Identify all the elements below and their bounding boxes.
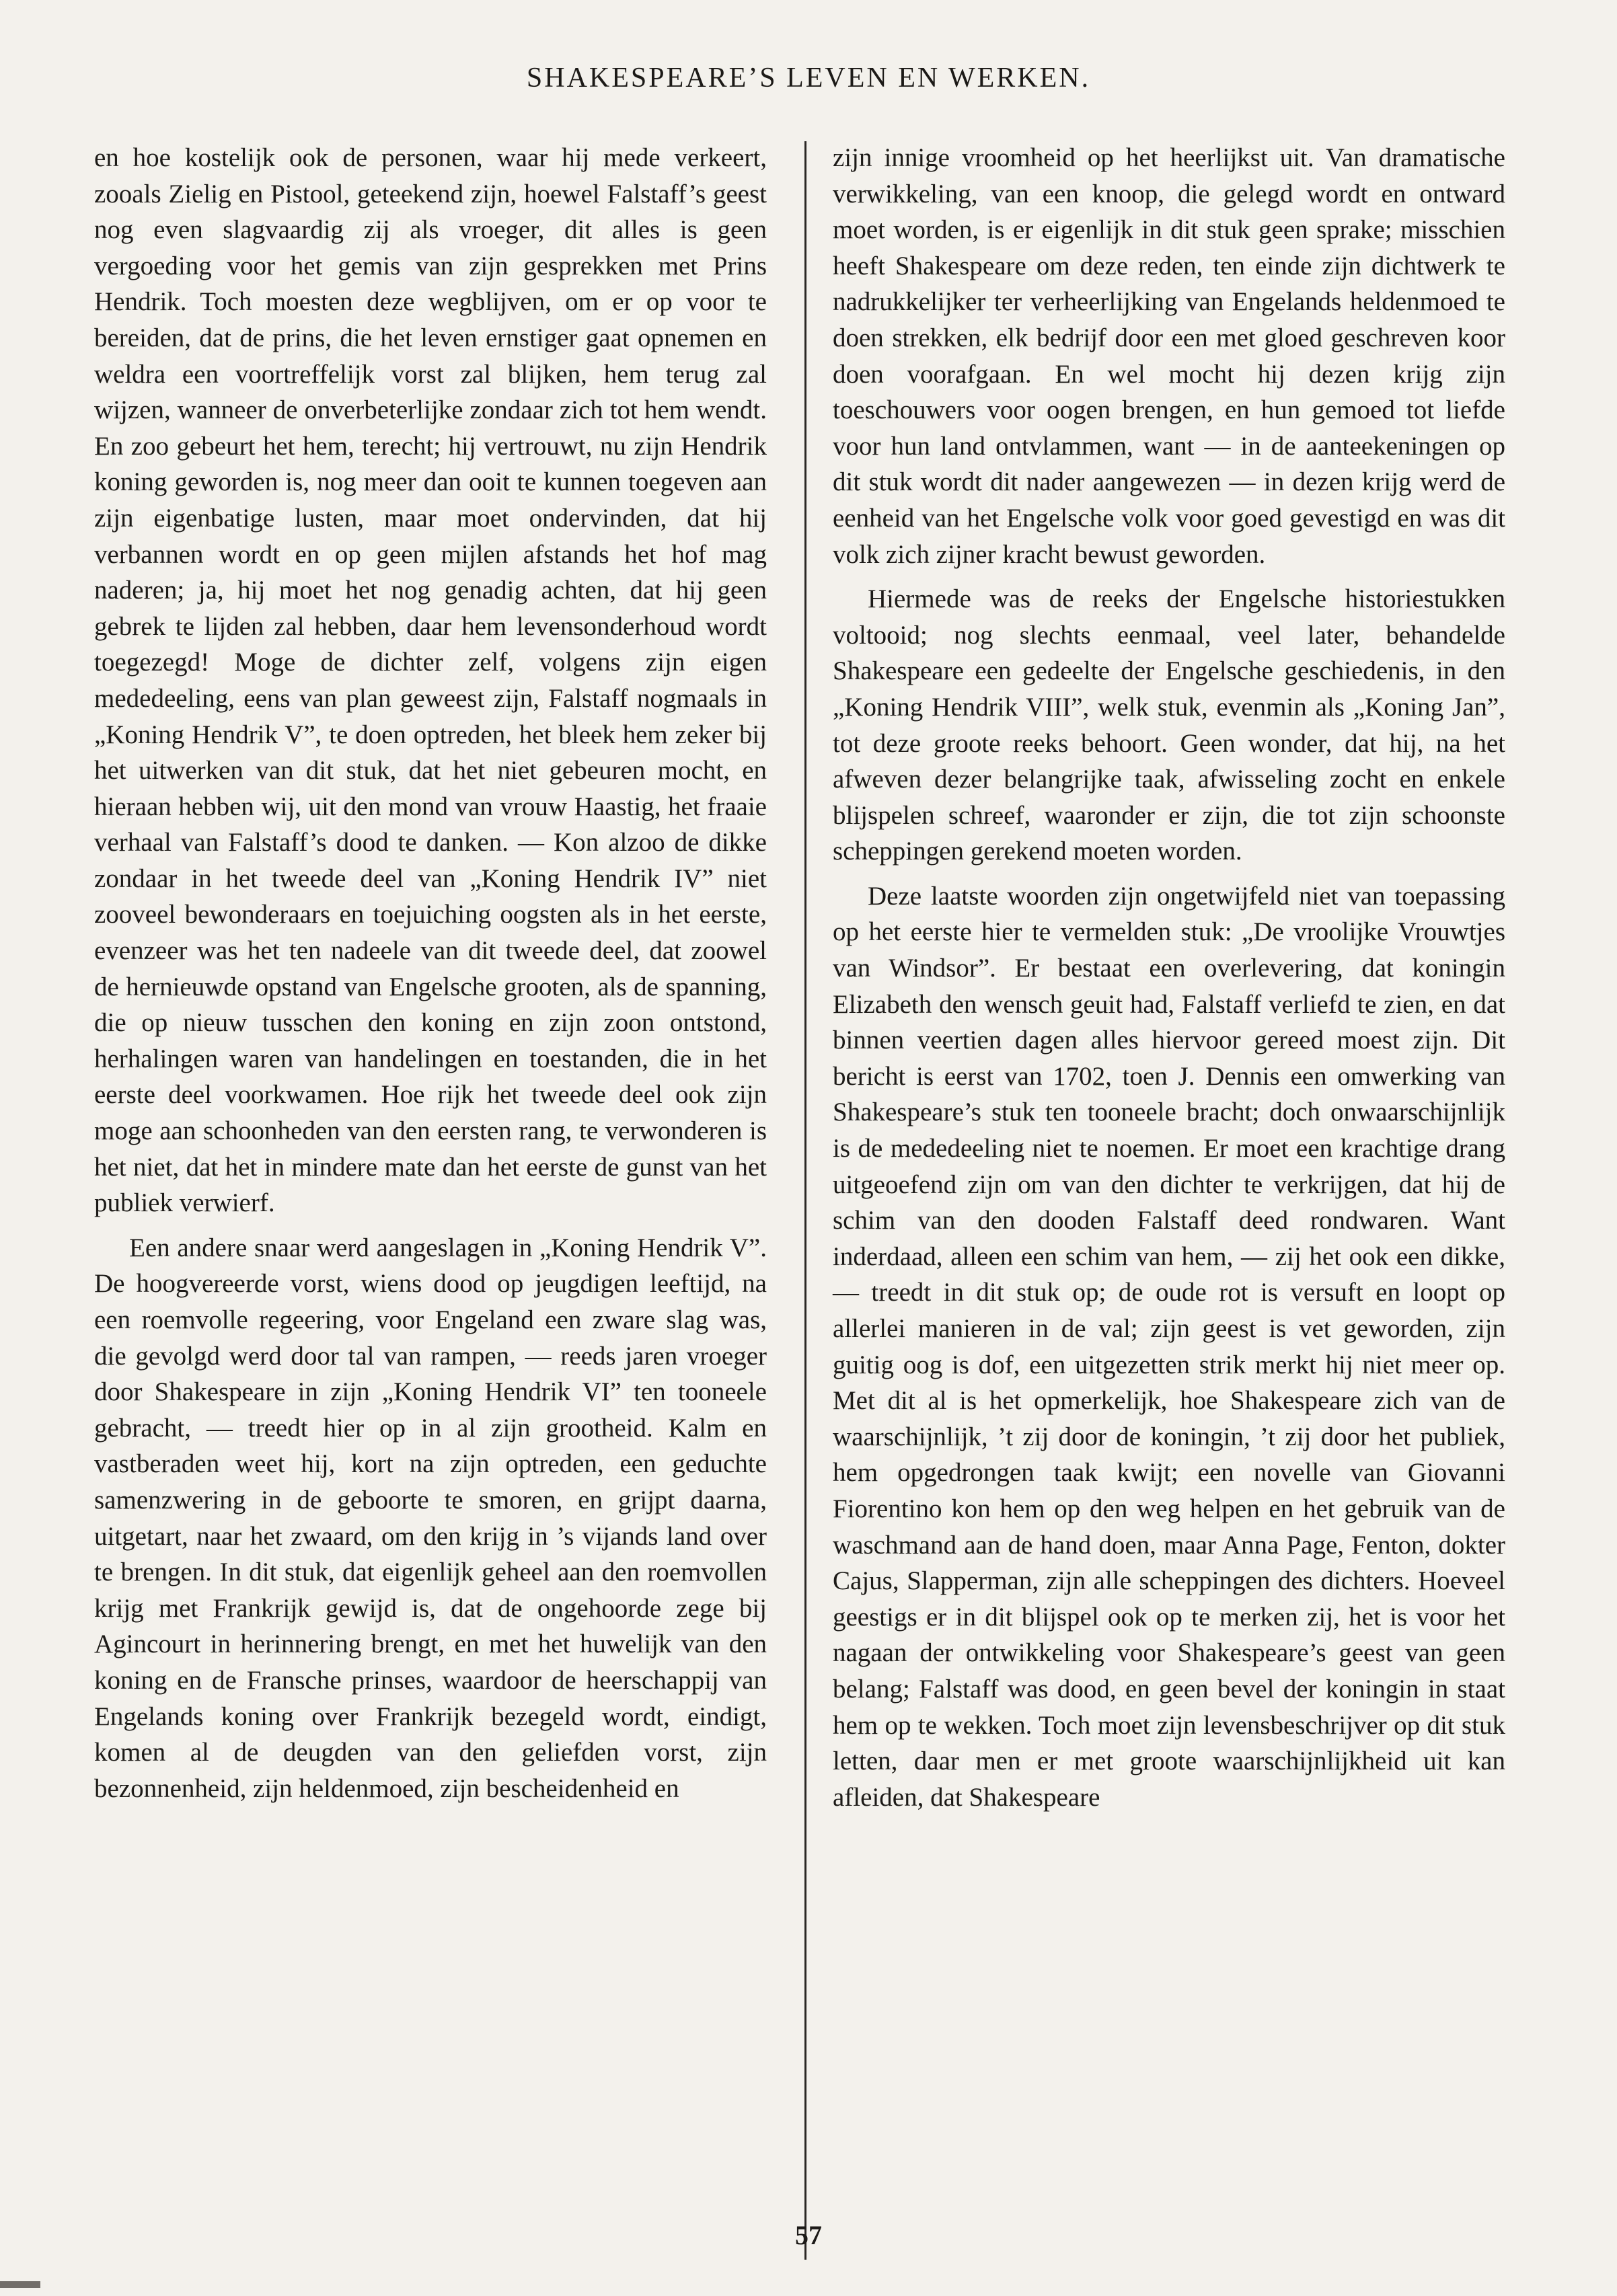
scan-smudge [0,2281,40,2288]
right-column [833,140,1505,1815]
left-paragraph-2: Een andere snaar werd aangeslagen in „Koning Hendrik V”. De hoogvereerde vorst, wiens dood op jeugdigen leeftijd, na een roemvolle regeering, voor Engeland een zware slag was, die gevolgd werd door tal van rampen, — reeds jaren vroeger door Shakespeare in zijn „Koning Hendrik VI” ten tooneele gebracht, — treedt hier op in al zijn grootheid. Kalm en vastberaden weet hij, kort na zijn optreden, een geduchte samenzwering in de geboorte te smoren, en grijpt daarna, uitgetart, naar het zwaard, om den krijg in ’s vijands land over te brengen. In dit stuk, dat eigenlijk geheel aan den roemvollen krijg met Frankrijk gewijd is, dat de ongehoorde zege bij Agincourt in herinnering brengt, en met het huwelijk van den koning en de Fransche prinses, waardoor de heerschappij van Engelands koning over Frankrijk bezegeld wordt, eindigt, komen al de deugden van den geliefden vorst, zijn bezonnenheid, zijn heldenmoed, zijn bescheidenheid en [94,1233,767,1803]
running-header: SHAKESPEARE’S LEVEN EN WERKEN. [526,63,1091,93]
left-paragraph-1: en hoe kostelijk ook de personen, waar hij mede verkeert, zooals Zielig en Pistool, geteekend zijn, hoewel Falstaff’s geest nog even slagvaardig zij als vroeger, dit alles is geen vergoeding voor het gemis van zijn gesprekken met Prins Hendrik. Toch moesten deze wegblijven, om er op voor te bereiden, dat de prins, die het leven ernstiger gaat opnemen en weldra een voortreffelijk vorst zal blijken, hem terug zal wijzen, wanneer de onverbeterlijke zondaar zich tot hem wendt. En zoo gebeurt het hem, terecht; hij vertrouwt, nu zijn Hendrik koning geworden is, nog meer dan ooit te kunnen toegeven aan zijn eigenbatige lusten, maar moet ondervinden, dat hij verbannen wordt en op geen mijlen afstands het hof mag naderen; ja, hij moet het nog genadig achten, dat hij geen gebrek te lijden zal hebben, daar hem levensonderhoud wordt toegezegd! Moge de dichter zelf, volgens zijn eigen mededeeling, eens van plan geweest zijn, Falstaff nogmaals in „Koning Hendrik V”, te doen optreden, het bleek hem zeker bij het uitwerken van dit stuk, dat het niet gebeuren mocht, en hieraan hebben wij, uit den mond van vrouw Haastig, het fraaie verhaal van Falstaff’s dood te danken. — Kon alzoo de dikke zondaar in het tweede deel van „Koning Hendrik IV” niet zooveel bewonderaars en toejuiching oogsten als in het eerste, evenzeer was het ten nadeele van dit tweede deel, dat zoowel de hernieuwde opstand van Engelsche grooten, als de spanning, die op nieuw tusschen den koning en zijn zoon ontstond, herhalingen waren van handelingen en toestanden, die in het eerste deel voorkwamen. Hoe rijk het tweede deel ook zijn moge aan schoonheden van den eersten rang, te verwonderen is het niet, dat het in mindere mate dan het eerste de gunst van het publiek verwierf. [94,143,767,1218]
column-divider [804,141,806,2260]
right-paragraph-2: Hiermede was de reeks der Engelsche historiestukken voltooid; nog slechts eenmaal, veel later, behandelde Shakespeare een gedeelte der Engelsche geschiedenis, in den „Koning Hendrik VIII”, welk stuk, evenmin als „Koning Jan”, tot deze groote reeks behoort. Geen wonder, dat hij, na het afweven dezer belangrijke taak, afwisseling zocht en enkele blijspelen schreef, waaronder er zijn, die tot zijn schoonste scheppingen gerekend moeten worden. [833,584,1505,866]
page-number: 57 [795,2220,822,2250]
right-paragraph-3: Deze laatste woorden zijn ongetwijfeld niet van toepassing op het eerste hier te vermelden stuk: „De vroolijke Vrouwtjes van Windsor”. Er bestaat een overlevering, dat koningin Elizabeth den wensch geuit had, Falstaff verliefd te zien, en dat binnen veertien dagen alles hiervoor gereed moest zijn. Dit bericht is eerst van 1702, toen J. Dennis een omwerking van Shakespeare’s stuk ten tooneele bracht; doch onwaarschijnlijk is de mededeeling niet te noemen. Er moet een krachtige drang uitgeoefend zijn om van den dichter te verkrijgen, dat hij de schim van den dooden Falstaff deed rondwaren. Want inderdaad, alleen een schim van hem, — zij het ook een dikke, — treedt in dit stuk op; de oude rot is versuft en loopt op allerlei manieren in de val; zijn geest is vet geworden, zijn guitig oog is dof, een uitgezetten strik merkt hij niet meer op. Met dit al is het opmerkelijk, hoe Shakespeare zich van de waarschijnlijk, ’t zij door de koningin, ’t zij door het publiek, hem opgedrongen taak kwijt; een novelle van Giovanni Fiorentino kon hem op den weg helpen en het gebruik van de waschmand aan de hand doen, maar Anna Page, Fenton, dokter Cajus, Slapperman, zijn alle scheppingen des dichters. Hoeveel geestigs er in dit blijspel ook op te merken zij, het is voor het nagaan der ontwikkeling voor Shakespeare’s geest van geen belang; Falstaff was dood, en geen bevel der koningin in staat hem op te wekken. Toch moet zijn levensbeschrijver op dit stuk letten, daar men er met groote waarschijnlijkheid uit kan afleiden, dat Shakespeare [833,881,1505,1812]
right-paragraph-1: zijn innige vroomheid op het heerlijkst uit. Van dramatische verwikkeling, van een knoop, die gelegd wordt en ontward moet worden, is er eigenlijk in dit stuk geen sprake; misschien heeft Shakespeare om deze reden, ten einde zijn dichtwerk te nadrukkelijker ter verheerlijking van Engelands heldenmoed te doen strekken, elk bedrijf door een met gloed geschreven koor doen voorafgaan. En wel mocht hij dezen krijg zijn toeschouwers voor oogen brengen, en hun gemoed tot liefde voor hun land ontvlammen, want — in de aanteekeningen op dit stuk wordt dit nader aangewezen — in dezen krijg werd de eenheid van het Engelsche volk voor goed gevestigd en was dit volk zich zijner kracht bewust geworden. [833,143,1505,569]
left-column [94,140,767,1806]
